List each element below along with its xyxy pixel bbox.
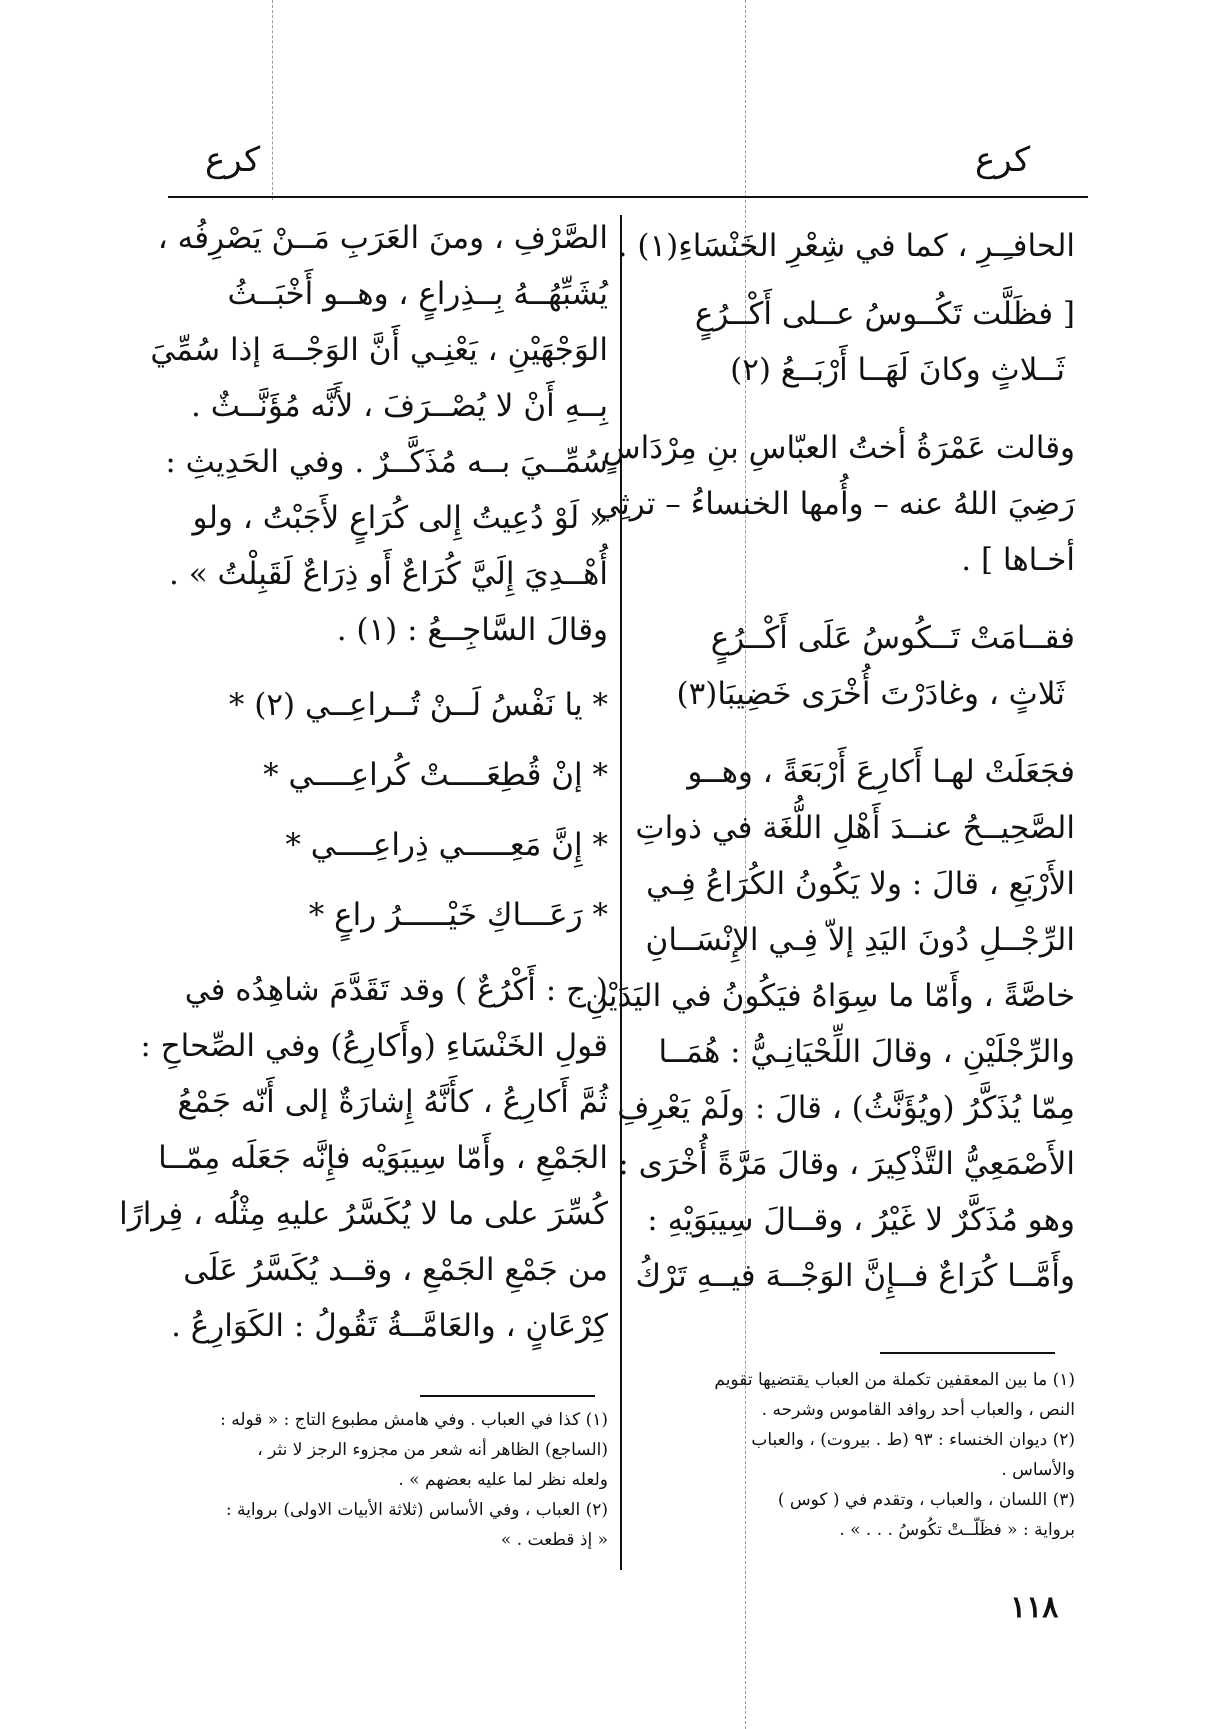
footnote-line: (٣) اللسان ، والعباب ، وتقدم في ( كوس ) xyxy=(777,1490,1075,1510)
text-line: مِمّا يُذَكَّرُ (ويُؤَنَّثُ) ، قالَ : ولَمْ يَعْرِفِ xyxy=(617,1090,1075,1126)
rajaz-verse: * يا نَفْسُ لَــنْ تُــراعِــي (٢) * xyxy=(228,687,608,723)
footnote-line: ولعله نظر لما عليه بعضهم » . xyxy=(398,1470,608,1490)
running-header-left: كرع xyxy=(205,140,261,180)
running-header-right: كرع xyxy=(975,140,1031,180)
text-line: أخـاها ] . xyxy=(961,542,1075,578)
verse-line: ثَــلاثٍ وكانَ لَهَــا أَرْبَــعُ (٢) xyxy=(730,352,1065,388)
footnote-line: (٢) ديوان الخنساء : ٩٣ (ط . بيروت) ، والعباب xyxy=(751,1430,1075,1450)
text-line: كُسِّرَ على ما لا يُكَسَّرُ عليهِ مِثْلُه ، فِرارًا xyxy=(119,1196,608,1232)
text-line: أُهْــدِيَ إِلَيَّ كُرَاعٌ أَو ذِرَاعٌ لَقَبِلْتُ » . xyxy=(169,556,608,592)
verse-line: [ فظَلَّت تَكُــوسُ عــلى أَكْــرُعٍ xyxy=(694,296,1075,332)
text-line: من جَمْعِ الجَمْعِ ، وقــد يُكَسَّرُ عَلَى xyxy=(183,1252,608,1288)
text-line: الرِّجْــلِ دُونَ اليَدِ إلاّ فِـي الإِنْسَــانِ xyxy=(645,922,1075,958)
text-line: وقالت عَمْرَةُ أختُ العبّاسِ بنِ مِرْدَاسٍ xyxy=(602,430,1075,466)
header-rule xyxy=(168,196,1088,198)
footnotes-left xyxy=(168,1405,608,1555)
footnote-line: برواية : « فظَلّــتْ تكُوسُ . . . » . xyxy=(839,1520,1075,1540)
left-column xyxy=(119,210,608,1354)
verse-line: ثَلاثٍ ، وغادَرْتَ أُخْرَى خَضِيبَا(٣) xyxy=(676,676,1065,712)
text-line: ( ج : أَكْرُعٌ ) وقد تَقَدَّمَ شاهِدُه في xyxy=(184,972,608,1008)
verse-line: فقــامَتْ تَــكُوسُ عَلَى أَكْــرُعٍ xyxy=(710,620,1075,656)
text-line: رَضِيَ اللهُ عنه – وأُمها الخنساءُ – ترثِي xyxy=(595,486,1075,522)
footnote-rule-right xyxy=(880,1352,1055,1354)
footnote-line: (٢) العباب ، وفي الأساس (ثلاثة الأبيات الاولى) برواية : xyxy=(225,1500,608,1520)
text-line: كِرْعَانٍ ، والعَامَّــةُ تَقُولُ : الكَوَارِعُ . xyxy=(171,1308,608,1344)
text-line: الوَجْهَيْنِ ، يَعْنِـي أَنَّ الوَجْــهَ إذا سُمِّيَ xyxy=(150,332,608,368)
text-line: خاصَّةً ، وأَمّا ما سِوَاهُ فيَكُونُ في اليَدَيْنِ xyxy=(585,978,1075,1014)
column-divider xyxy=(620,215,622,1570)
text-line: والرِّجْلَيْنِ ، وقالَ اللِّحْيَانِـيُّ : هُمَــا xyxy=(658,1034,1075,1070)
text-line: الصَّرْفِ ، ومنَ العَرَبِ مَــنْ يَصْرِفُه ، xyxy=(157,220,608,256)
text-line: الجَمْعِ ، وأَمّا سِيبَوَيْه فإِنَّه جَعَلَه مِمّــا xyxy=(158,1140,608,1176)
text-line: يُشَبِّهُــهُ بِــذِراعٍ ، وهــو أَخْبَــثُ xyxy=(227,276,608,312)
page-number: ١١٨ xyxy=(1010,1590,1059,1625)
scan-fold-line-top xyxy=(272,0,273,200)
text-line: الصَّحِيــحُ عنــدَ أَهْلِ اللُّغَة في ذواتِ xyxy=(635,810,1075,846)
rajaz-verse: * رَعَـــاكِ خَيْـــــرُ راعٍ * xyxy=(308,897,608,933)
footnote-line: (١) ما بين المعقفين تكملة من العباب يقتضيها تقويم xyxy=(714,1370,1075,1390)
text-line: الأَصْمَعِيُّ التَّذْكِيرَ ، وقالَ مَرَّةً أُخْرَى : xyxy=(618,1146,1075,1182)
rajaz-verse: * إنْ قُطِعَــــتْ كُراعِــــي * xyxy=(263,757,608,793)
right-column xyxy=(585,218,1075,1304)
text-line: الأَرْبَعِ ، قالَ : ولا يَكُونُ الكُرَاعُ فِـي xyxy=(646,866,1075,902)
text-line: سُمِّــيَ بــه مُذَكَّــرٌ . وفي الحَدِيثِ : xyxy=(165,444,608,480)
footnotes-right xyxy=(655,1365,1075,1545)
text-line: ثُمَّ أَكارِعُ ، كأَنَّهُ إِشارَةٌ إلى أَنّه جَمْعُ xyxy=(177,1084,608,1120)
text-line: وأَمَّــا كُرَاعٌ فــإِنَّ الوَجْــهَ فيــهِ تَرْكُ xyxy=(635,1258,1075,1294)
text-line: وهو مُذَكَّرٌ لا غَيْرُ ، وقــالَ سِيبَوَيْهِ : xyxy=(647,1202,1075,1238)
text-line: « لَوْ دُعِيتُ إِلى كُرَاعٍ لأَجَبْتُ ، ولو xyxy=(192,500,608,536)
footnote-rule-left xyxy=(420,1395,595,1397)
text-line: قولِ الخَنْسَاءِ (وأَكارِعُ) وفي الصِّحاحِ : xyxy=(140,1028,608,1064)
footnote-line: (الساجع) الظاهر أنه شعر من مجزوء الرجز لا نثر ، xyxy=(257,1440,608,1460)
text-line: فجَعَلَتْ لهـا أَكارِعَ أَرْبَعَةً ، وهــو xyxy=(687,754,1075,790)
footnote-line: النص ، والعباب أحد روافد القاموس وشرحه . xyxy=(761,1400,1075,1420)
text-line: وقالَ السَّاجِــعُ : (١) . xyxy=(336,612,608,648)
text-line: بِــهِ أَنْ لا يُصْــرَفَ ، لأَنَّه مُؤَنَّــثٌ . xyxy=(190,388,608,424)
footnote-line: « إذ قطعت . » xyxy=(500,1530,608,1550)
footnote-line: (١) كذا في العباب . وفي هامش مطبوع التاج : « قوله : xyxy=(220,1410,608,1430)
text-line: الحافـِـرِ ، كما في شِعْرِ الخَنْسَاءِ(١) . xyxy=(617,228,1075,264)
footnote-line: والأساس . xyxy=(1001,1460,1075,1480)
rajaz-verse: * إِنَّ مَعِـــــي ذِراعِــــي * xyxy=(285,827,608,863)
